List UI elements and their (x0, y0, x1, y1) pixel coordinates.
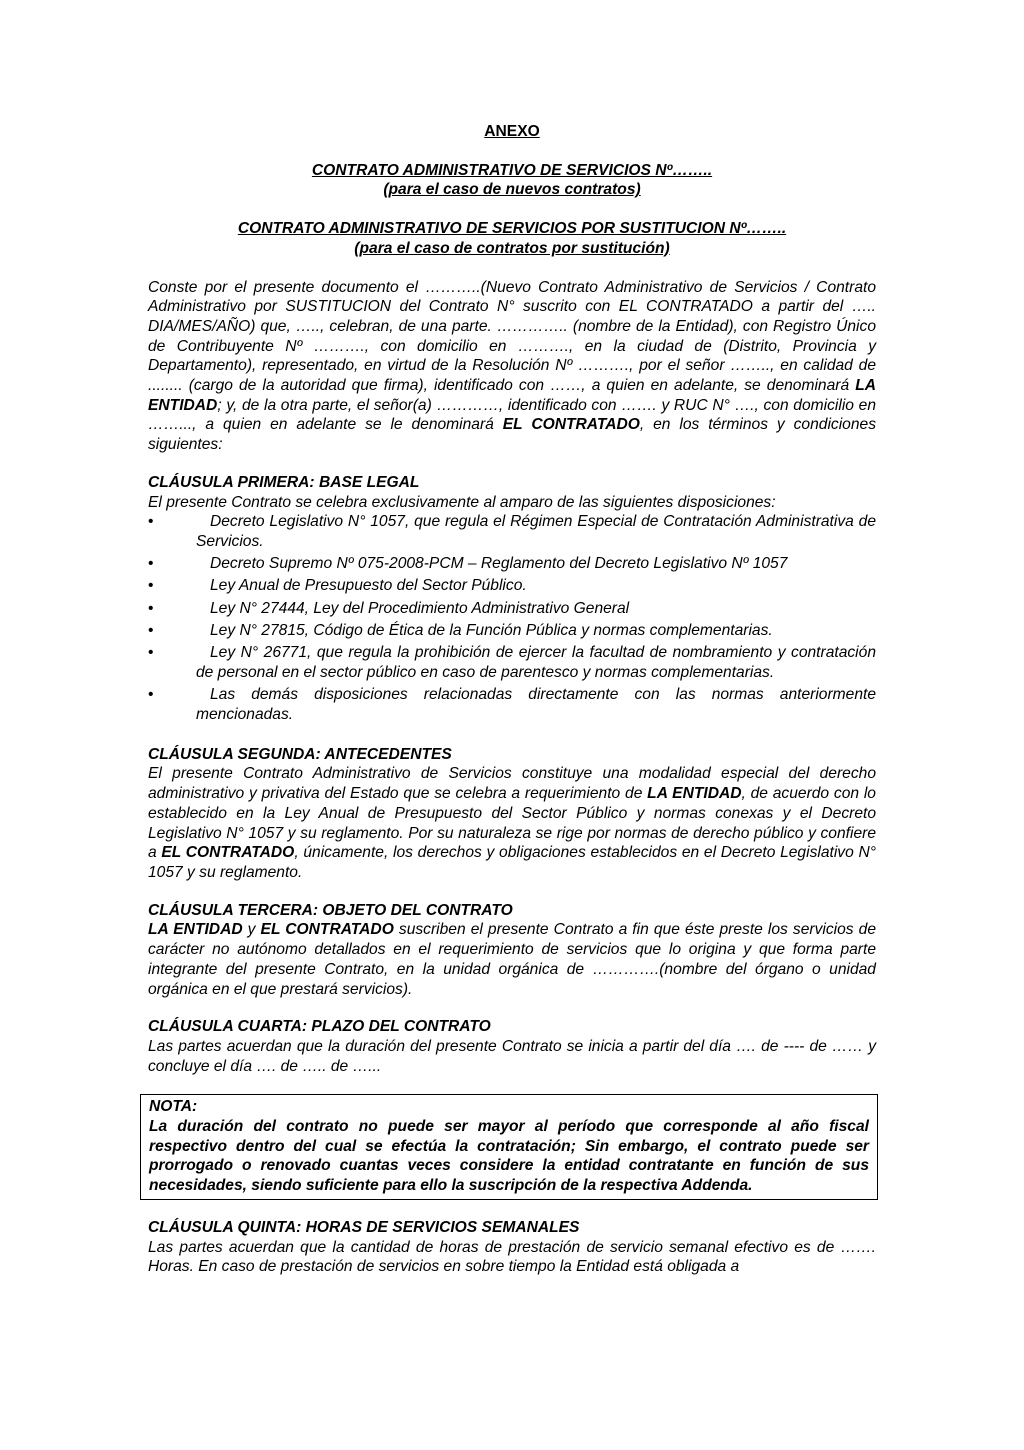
intro-entity-term: LA ENTIDAD (148, 377, 876, 414)
clause-3-text-2: suscriben el presente Contrato a fin que éste preste los servicios de carácter no autónomo detallados en el requerimiento de servicios que lo origina y que forma parte integrante del presente Contrato, en la unidad orgánica de ………….(nombre del órgano o unidad orgánica en el que prestará servicios). (148, 921, 876, 998)
list-item (148, 621, 876, 641)
clause-1-heading: CLÁUSULA PRIMERA: BASE LEGAL (148, 473, 420, 491)
clause-2-body (148, 764, 876, 882)
note-label: NOTA: (149, 1098, 198, 1116)
contract-subtitle-substitution: (para el caso de contratos por sustitución) (354, 239, 670, 257)
intro-paragraph (148, 278, 876, 455)
list-item-text: Ley Anual de Presupuesto del Sector Público. (210, 577, 527, 595)
clause-5-heading: CLÁUSULA QUINTA: HORAS DE SERVICIOS SEMANALES (148, 1218, 580, 1236)
note-text: La duración del contrato no puede ser mayor al período que corresponde al año fiscal respectivo dentro del cual se efectúa la contratación; Sin embargo, el contrato puede ser prorrogado o renovado cuantas veces considere la entidad contratante en función de sus necesidades, siendo suficiente para ello la suscripción de la respectiva Addenda. (149, 1118, 869, 1195)
intro-text-3: , en los términos y condiciones siguientes: (148, 416, 876, 454)
list-item (148, 643, 876, 682)
list-item-text: Las demás disposiciones relacionadas directamente con las normas anteriormente mencionadas. (196, 685, 876, 723)
clause-1-intro: El presente Contrato se celebra exclusivamente al amparo de las siguientes disposiciones: (148, 493, 776, 511)
clause-2-text-3: , únicamente, los derechos y obligaciones establecidos en el Decreto Legislativo N° 1057 y su reglamento. (148, 844, 876, 881)
list-item-text: Decreto Legislativo N° 1057, que regula el Régimen Especial de Contratación Administrativa de Servicios. (196, 513, 876, 550)
list-item (148, 554, 876, 574)
bullet-icon: • (148, 685, 154, 703)
clause-2-text-2: , de acuerdo con lo establecido en la Ley Anual de Presupuesto del Sector Público y normas conexas y el Decreto Legislativo N° 1057 y su reglamento. Por su naturaleza se rige por normas de derecho público y confiere a (148, 785, 876, 862)
list-item-text: Ley N° 27444, Ley del Procedimiento Administrativo General (210, 599, 630, 617)
clause-4-heading: CLÁUSULA CUARTA: PLAZO DEL CONTRATO (148, 1018, 491, 1036)
bullet-icon: • (148, 577, 154, 595)
intro-contractor-term: EL CONTRATADO (502, 416, 640, 434)
list-item (148, 512, 876, 551)
clause-2-heading: CLÁUSULA SEGUNDA: ANTECEDENTES (148, 745, 452, 763)
list-item-text: Ley N° 26771, que regula la prohibición de ejercer la facultad de nombramiento y contratación de personal en el sector público en caso de parentesco y normas complementarias. (196, 643, 876, 681)
list-item-text: Ley N° 27815, Código de Ética de la Función Pública y normas complementarias. (210, 621, 773, 639)
clause-3-text-1: y (242, 921, 261, 939)
intro-text-2: ; y, de la otra parte, el señor(a) …………, identificado con ……. y RUC N° …., con domicilio en ……..., a quien en adelante se le denominará (148, 396, 876, 434)
list-item (148, 599, 876, 619)
bullet-icon: • (148, 621, 154, 639)
list-item (148, 685, 876, 724)
document-title: ANEXO (484, 123, 540, 140)
contract-title-new: CONTRATO ADMINISTRATIVO DE SERVICIOS Nº…….. (311, 161, 713, 179)
document-body (148, 122, 876, 1277)
legal-basis-list (148, 512, 876, 724)
list-item-text: Decreto Supremo Nº 075-2008-PCM – Reglamento del Decreto Legislativo Nº 1057 (210, 555, 788, 573)
clause-3-entity-term: LA ENTIDAD (148, 921, 243, 939)
clause-3-contractor-term: EL CONTRATADO (260, 921, 394, 939)
contract-title-substitution: CONTRATO ADMINISTRATIVO DE SERVICIOS POR SUSTITUCION Nº…….. (237, 220, 787, 238)
clause-2-entity-term: LA ENTIDAD (647, 785, 742, 803)
bullet-icon: • (148, 599, 154, 617)
clause-5-body: Las partes acuerdan que la cantidad de horas de prestación de servicio semanal efectivo es de ……. Horas. En caso de prestación de servicios en sobre tiempo la Entidad está obligada a (148, 1238, 876, 1276)
note-box (140, 1094, 878, 1200)
intro-text-1: Conste por el presente documento el ………..(Nuevo Contrato Administrativo de Servicios / Contrato Administrativo por SUSTITUCION del Contrato N° suscrito con EL CONTRATADO a partir del ….. DIA/MES/AÑO) que, ….., celebran, de una parte. ………….. (nombre de la Entidad), con Registro Único de Contribuyente Nº ………., con domicilio en ………., en la ciudad de (Distrito, Provincia y Departamento), representado, en virtud de la Resolución Nº ………., por el señor …….., en calidad de ........ (cargo de la autoridad que firma), identificado con ……, a quien en adelante, se denominará (148, 278, 876, 395)
bullet-icon: • (148, 513, 154, 531)
clause-3-body (148, 920, 876, 999)
bullet-icon: • (148, 643, 154, 661)
contract-subtitle-new: (para el caso de nuevos contratos) (383, 181, 641, 199)
list-item (148, 576, 876, 596)
bullet-icon: • (148, 555, 154, 573)
clause-4-body: Las partes acuerdan que la duración del presente Contrato se inicia a partir del día …. de ---- de …… y concluye el día …. de ….. de …... (148, 1037, 876, 1075)
clause-2-contractor-term: EL CONTRATADO (161, 844, 295, 862)
clause-3-heading: CLÁUSULA TERCERA: OBJETO DEL CONTRATO (148, 901, 513, 919)
clause-2-text-1: El presente Contrato Administrativo de Servicios constituye una modalidad especial del derecho administrativo y privativa del Estado que se celebra a requerimiento de (148, 765, 876, 803)
